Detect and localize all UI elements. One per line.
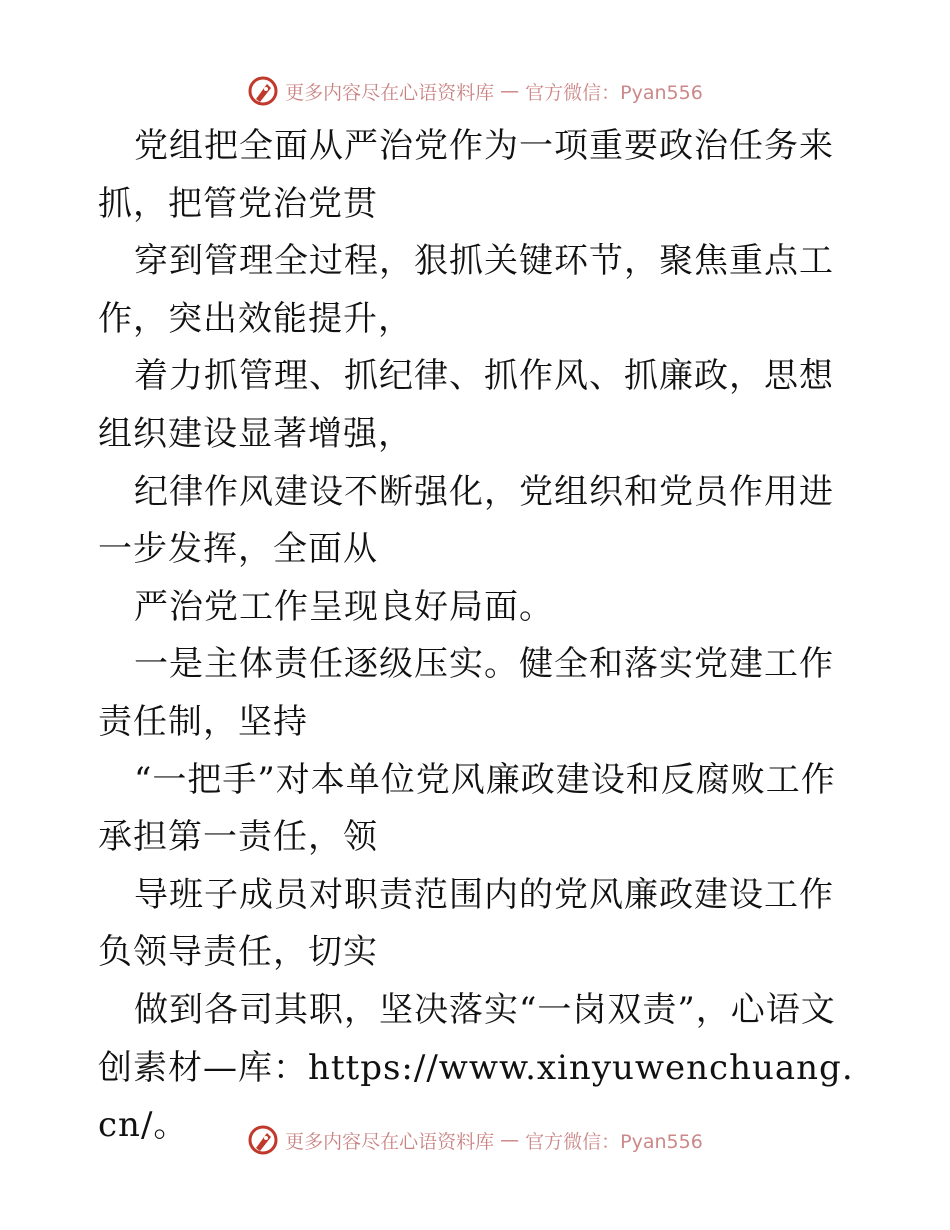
banner-text: 更多内容尽在心语资料库 xyxy=(285,1130,495,1153)
paragraph-1: 党组把全面从严治党作为一项重要政治任务来抓，把管党治党贯 xyxy=(98,126,834,224)
paragraph-6: 一是主体责任逐级压实。健全和落实党建工作责任制，坚持 xyxy=(98,644,834,742)
paragraph-9: 做到各司其职，坚决落实“一岗双责”，心语文创素材—库：https://www.xinyuwenchuang.cn/。 xyxy=(98,989,854,1146)
pen-nib-logo-icon xyxy=(247,75,279,107)
paragraph-4: 纪律作风建设不断强化，党组织和党员作用进一步发挥，全面从 xyxy=(98,471,834,570)
paragraph-5: 严治党工作呈现良好局面。 xyxy=(134,586,554,627)
banner-dash: — xyxy=(500,1129,520,1151)
document-body xyxy=(98,118,858,1155)
paragraph-2: 穿到管理全过程，狠抓关键环节，聚焦重点工作，突出效能提升， xyxy=(98,241,834,339)
pen-nib-logo-icon xyxy=(247,1124,279,1156)
footer-banner xyxy=(0,1120,950,1160)
paragraph-7: “一把手”对本单位党风廉政建设和反腐败工作承担第一责任，领 xyxy=(98,759,836,858)
paragraph-8: 导班子成员对职责范围内的党风廉政建设工作负领导责任，切实 xyxy=(98,874,834,973)
banner-contact: 官方微信：Pyan556 xyxy=(525,81,703,104)
banner-dash: — xyxy=(500,80,520,102)
banner-contact: 官方微信：Pyan556 xyxy=(525,1130,703,1153)
paragraph-3: 着力抓管理、抓纪律、抓作风、抓廉政，思想组织建设显著增强， xyxy=(98,356,834,454)
banner-text: 更多内容尽在心语资料库 xyxy=(285,81,495,104)
header-banner xyxy=(0,71,950,111)
